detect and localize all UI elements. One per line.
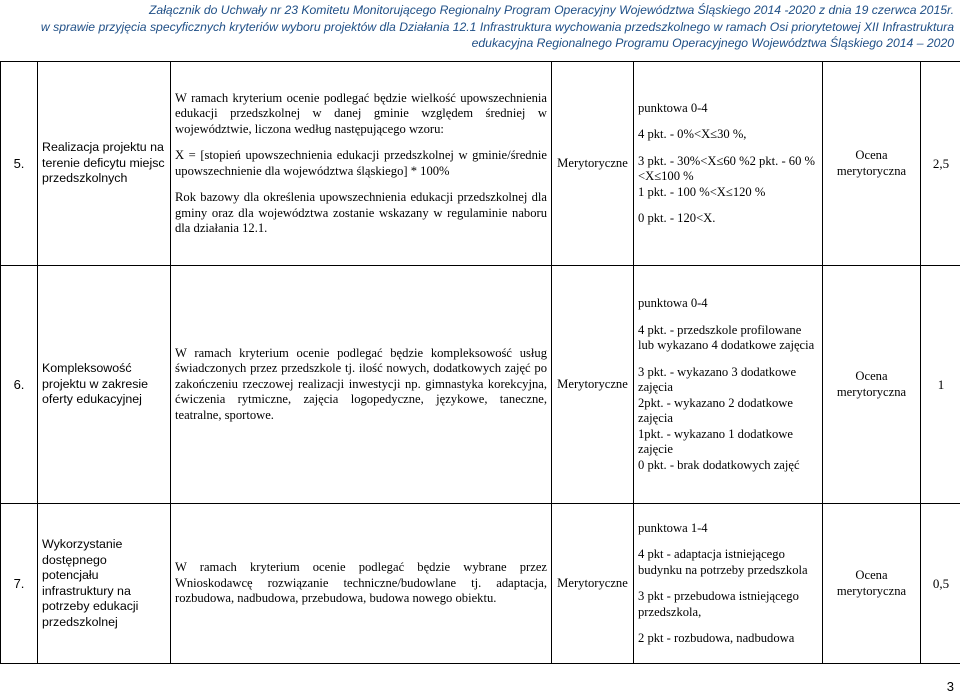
description-paragraph: Rok bazowy dla określenia upowszechnienia edukacji przedszkolnej dla gminy oraz dla województwa zostanie wskazany w regulaminie naboru dla działania 12.1. [175,190,547,235]
criterion-weight: 2,5 [921,62,960,266]
page-number: 3 [946,679,954,694]
document-header [0,2,960,52]
scoring-line: 1pkt. - wykazano 1 dodatkowe zajęcie [638,426,793,456]
scoring-line: 3 pkt. - wykazano 3 dodatkowe zajęcia [638,364,797,394]
scoring-rules [634,266,823,504]
scoring-line: 3 pkt - przebudowa istniejącego przedszkola, [638,589,799,619]
evaluation-type: Ocena merytoryczna [823,266,921,504]
table-row [1,266,960,504]
scoring-line: 2 pkt - rozbudowa, nadbudowa [638,631,795,645]
criterion-description [171,266,552,504]
criterion-description [171,62,552,266]
scoring-line: punktowa 0-4 [638,100,708,115]
scoring-line: 4 pkt. - 0%<X≤30 %, [638,127,747,141]
criterion-weight: 1 [921,266,960,504]
criterion-weight: 0,5 [921,504,960,664]
criterion-type: Merytoryczne [552,504,634,664]
criterion-type: Merytoryczne [552,266,634,504]
criteria-table [0,61,960,664]
criterion-name: Kompleksowość projektu w zakresie oferty edukacyjnej [38,266,171,504]
evaluation-type: Ocena merytoryczna [823,62,921,266]
evaluation-type: Ocena merytoryczna [823,504,921,664]
criterion-name: Realizacja projektu na terenie deficytu miejsc przedszkolnych [38,62,171,266]
scoring-line: 0 pkt. - 120<X. [638,211,716,225]
header-line-2: w sprawie przyjęcia specyficznych kryteriów wyboru projektów dla Działania 12.1 Infrastruktura wychowania przedszkolnego w ramach Osi priorytetowej XII Infrastruktura [40,19,954,34]
header-line-3: edukacyjna Regionalnego Programu Operacyjnego Województwa Śląskiego 2014 – 2020 [471,36,954,50]
row-number: 6. [1,266,38,504]
scoring-line: punktowa 1-4 [638,520,708,535]
table-row [1,504,960,664]
scoring-line: 4 pkt - adaptacja istniejącego budynku na potrzeby przedszkola [638,547,808,577]
table-row [1,62,960,266]
description-paragraph: W ramach kryterium ocenie podlegać będzie kompleksowość usług świadczonych przez przedszkole tj. ilość nowych, dodatkowych zajęć po zakończeniu rzeczowej realizacji inwestycji np. gimnastyka korekcyjna, ćwiczenia rytmiczne, zajęcia logopedyczne, językowe, taneczne, teatralne, sportowe. [175,345,547,422]
scoring-rules [634,504,823,664]
scoring-line: 2pkt. - wykazano 2 dodatkowe zajęcia [638,395,793,425]
scoring-line: 1 pkt. - 100 %<X≤120 % [638,184,766,199]
row-number: 7. [1,504,38,664]
scoring-line: 4 pkt. - przedszkole profilowane lub wykazano 4 dodatkowe zajęcia [638,322,815,352]
description-paragraph: W ramach kryterium ocenie podlegać będzie wybrane przez Wnioskodawcę rozwiązanie techniczne/budowlane tj. adaptacja, rozbudowa, nadbudowa, przebudowa, budowa nowego obiektu. [175,560,547,606]
description-paragraph: X = [stopień upowszechnienia edukacji przedszkolnej w gminie/średnie upowszechnienie dla województwa śląskiego] * 100% [175,148,547,178]
header-line-1: Załącznik do Uchwały nr 23 Komitetu Monitorującego Regionalny Program Operacyjny Województwa Śląskiego 2014 -2020 z dnia 19 czerwca 2015r. [148,3,954,17]
criterion-description [171,504,552,664]
scoring-line: 0 pkt. - brak dodatkowych zajęć [638,457,800,472]
criterion-type: Merytoryczne [552,62,634,266]
description-paragraph: W ramach kryterium ocenie podlegać będzie wielkość upowszechnienia edukacji przedszkolnej w danej gminie względem średniej w województwie, liczona według następującego wzoru: [175,90,547,136]
scoring-line: 3 pkt. - 30%<X≤60 %2 pkt. - 60 % <X≤100 % [638,153,816,183]
scoring-line: punktowa 0-4 [638,296,708,310]
scoring-rules [634,62,823,266]
row-number: 5. [1,62,38,266]
criterion-name: Wykorzystanie dostępnego potencjału infrastruktury na potrzeby edukacji przedszkolnej [38,504,171,664]
